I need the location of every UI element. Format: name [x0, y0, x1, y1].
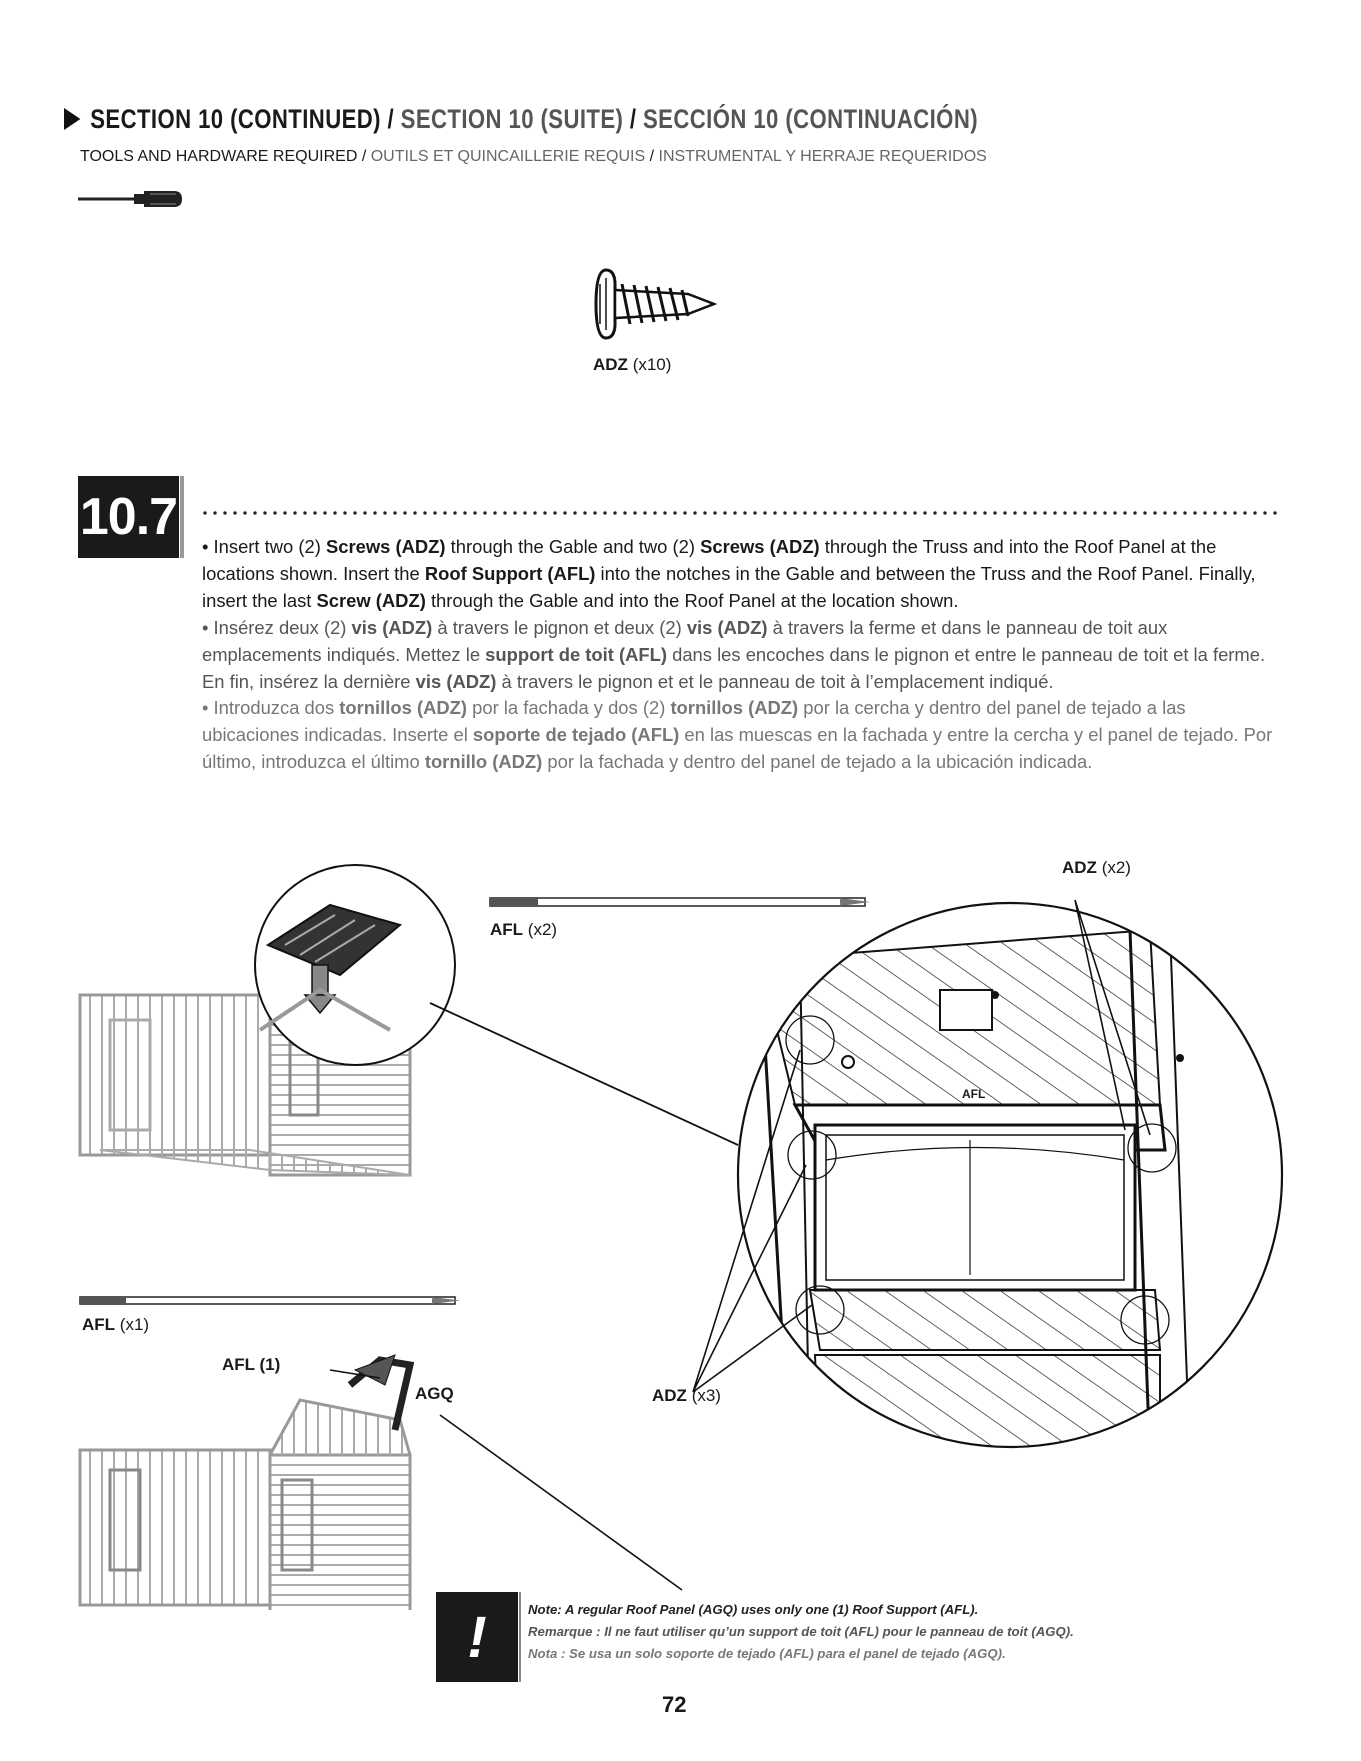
- play-arrow-icon: [64, 108, 80, 130]
- label-afl-x1: AFL (x1): [82, 1315, 150, 1334]
- hardware-label: ADZ (x10): [593, 355, 672, 374]
- section-title-en: SECTION 10 (CONTINUED): [90, 104, 381, 134]
- afl-rod-x1: [80, 1296, 460, 1305]
- afl-rod-x2: [490, 897, 870, 907]
- label-adz-x2: ADZ (x2): [1062, 858, 1131, 877]
- note-fr: Remarque : Il ne faut utiliser qu’un support de toit (AFL) pour le panneau de toit (AGQ).: [528, 1624, 1074, 1639]
- label-afl-1: AFL (1): [222, 1355, 281, 1374]
- tools-required-line: TOOLS AND HARDWARE REQUIRED / OUTILS ET QUINCAILLERIE REQUIS / INSTRUMENTAL Y HERRAJE REQUERIDOS: [80, 148, 987, 165]
- screwdriver-icon: [76, 188, 186, 210]
- warning-icon: !: [436, 1592, 518, 1682]
- dotted-rule: [200, 510, 1282, 516]
- step-number: 10.7: [78, 476, 179, 558]
- assembly-illustration: [0, 850, 1361, 1610]
- section-title-fr: SECTION 10 (SUITE): [400, 104, 624, 134]
- instructions-fr: • Insérez deux (2) vis (ADZ) à travers le pignon et deux (2) vis (ADZ) à travers la ferme et dans le panneau de toit aux emplacements indiqués. Mettez le support de toit (AFL) dans les encoches dans le pignon et entre le panneau de toit et la ferme. En fin, insérez la dernière vis (ADZ) à travers le pignon et et le panneau de toit à l’emplacement indiqué.: [202, 617, 1266, 692]
- instructions-en: • Insert two (2) Screws (ADZ) through the Gable and two (2) Screws (ADZ) through the Truss and into the Roof Panel at the locations shown. Insert the Roof Support (AFL) into the notches in the Gable and between the Truss and the Roof Panel. Finally, insert the last Screw (ADZ) through the Gable and into the Roof Panel at the location shown.: [202, 536, 1256, 611]
- note-en: Note: A regular Roof Panel (AGQ) uses only one (1) Roof Support (AFL).: [528, 1602, 979, 1617]
- note-divider: [519, 1592, 521, 1682]
- label-afl-detail: AFL: [962, 1087, 986, 1101]
- label-agq: AGQ: [415, 1384, 454, 1403]
- section-title-es: SECCIÓN 10 (CONTINUACIÓN): [643, 104, 979, 134]
- label-afl-x2: AFL (x2): [490, 920, 558, 939]
- instructions-es: • Introduzca dos tornillos (ADZ) por la fachada y dos (2) tornillos (ADZ) por la cercha y dentro del panel de tejado a las ubicaciones indicadas. Inserte el soporte de tejado (AFL) en las muescas en la fachada y entre la cercha y el panel de tejado. Por último, introduzca el último tornillo (ADZ) por la fachada y dentro del panel de tejado a la ubicación indicada.: [202, 697, 1273, 772]
- page-number: 72: [662, 1692, 687, 1717]
- note-es: Nota : Se usa un solo soporte de tejado (AFL) para el panel de tejado (AGQ).: [528, 1646, 1006, 1661]
- screw-adz-illustration: [592, 260, 724, 348]
- section-header: SECTION 10 (CONTINUED) / SECTION 10 (SUITE) / SECCIÓN 10 (CONTINUACIÓN): [64, 104, 978, 135]
- label-adz-x3: ADZ (x3): [652, 1386, 721, 1405]
- step-divider: [180, 476, 184, 558]
- shed-bottom: [80, 1355, 410, 1610]
